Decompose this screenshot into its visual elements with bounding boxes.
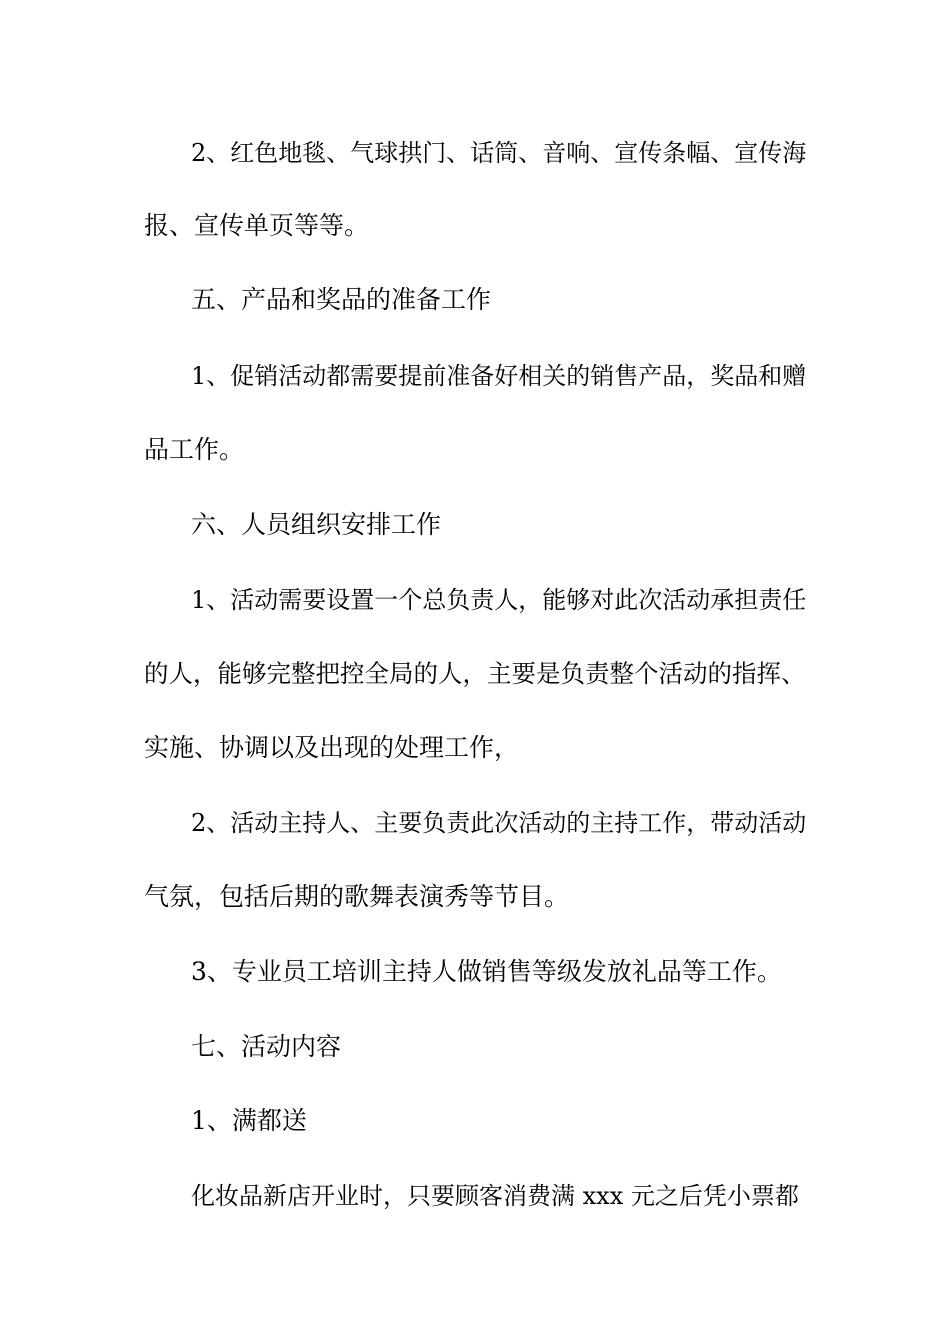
section-heading-7: 七、活动内容 bbox=[191, 1032, 342, 1061]
text-line-5: 品工作。 bbox=[144, 435, 245, 464]
text-line-8: 的人，能够完整把控全局的人，主要是负责整个活动的指挥、 bbox=[144, 659, 806, 688]
text-line-1: 2、红色地毯、气球拱门、话筒、音响、宣传条幅、宣传海 bbox=[191, 139, 807, 167]
text-line-9: 实施、协调以及出现的处理工作， bbox=[144, 733, 520, 762]
text-line-7: 1、活动需要设置一个总负责人，能够对此次活动承担责任 bbox=[191, 586, 807, 614]
text-line-2: 报、宣传单页等等。 bbox=[144, 211, 370, 240]
section-heading-6: 六、人员组织安排工作 bbox=[191, 510, 442, 539]
text-line-15: 化妆品新店开业时，只要顾客消费满 xxx 元之后凭小票都 bbox=[191, 1182, 799, 1210]
section-heading-5: 五、产品和奖品的准备工作 bbox=[191, 285, 492, 314]
text-line-10: 2、活动主持人、主要负责此次活动的主持工作，带动活动 bbox=[191, 809, 807, 837]
text-line-4: 1、促销活动都需要提前准备好相关的销售产品，奖品和赠 bbox=[191, 362, 807, 390]
text-line-11: 气氛，包括后期的歌舞表演秀等节目。 bbox=[144, 882, 570, 911]
text-line-12: 3、专业员工培训主持人做销售等级发放礼品等工作。 bbox=[191, 957, 782, 986]
text-line-14: 1、满都送 bbox=[191, 1106, 307, 1135]
